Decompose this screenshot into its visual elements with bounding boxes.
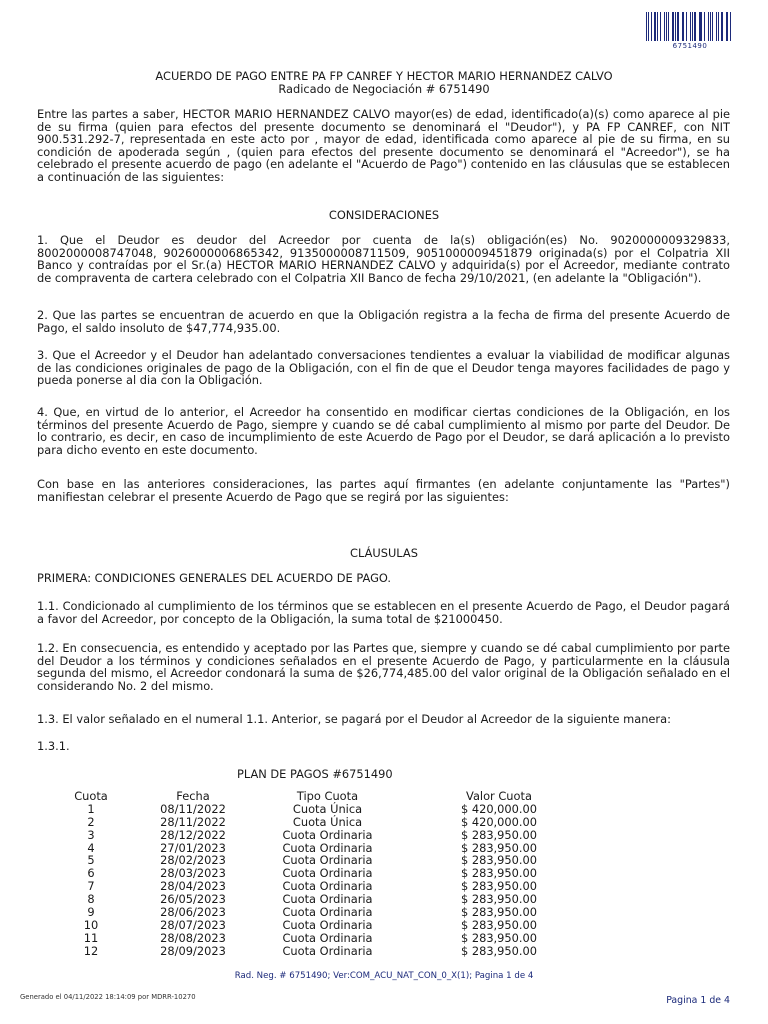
clausula-1-3-1: 1.3.1. — [37, 739, 70, 753]
cell-fecha: 27/01/2023 — [160, 840, 226, 855]
cell-cuota: 10 — [83, 917, 99, 932]
cell-cuota: 9 — [87, 905, 95, 920]
cell-tipo-cuota: Cuota Ordinaria — [282, 879, 373, 894]
cell-valor-cuota: $ 283,950.00 — [460, 892, 538, 907]
barcode-bar — [708, 12, 709, 41]
cell-fecha: 28/03/2023 — [160, 866, 226, 881]
barcode-bars — [646, 12, 734, 41]
barcode-bar — [718, 12, 719, 41]
cell-valor-cuota: $ 283,950.00 — [460, 866, 538, 881]
clausula-primera-heading: PRIMERA: CONDICIONES GENERALES DEL ACUERDO DE PAGO. — [37, 571, 392, 585]
cell-tipo-cuota: Cuota Ordinaria — [282, 892, 373, 907]
cell-tipo-cuota: Cuota Ordinaria — [282, 905, 373, 920]
intro-paragraph: Entre las partes a saber, HECTOR MARIO HERNANDEZ CALVO mayor(es) de edad, identificado(a)(s) como aparece al pie de su firma (quien para efectos del presente documento se denominará el "Deudor"), y PA FP CANREF, con NIT 900.531.292-7, representada en este acto por , mayor de edad, identificada como aparece al pie de su firma, en su condición de apoderada según , (quien para efectos del presente documento se denominará el "Acreedor"), se ha celebrado el presente acuerdo de pago (en adelante el "Acuerdo de Pago") contenido en las cláusulas que se establecen a continuación de las siguientes: — [37, 107, 730, 184]
barcode-bar — [677, 12, 679, 41]
barcode-bar — [651, 12, 652, 41]
cell-tipo-cuota: Cuota Ordinaria — [282, 827, 373, 842]
table-row — [50, 803, 570, 816]
barcode-bar — [726, 12, 727, 41]
table-row — [50, 829, 570, 842]
cell-cuota: 5 — [87, 853, 95, 868]
barcode — [646, 12, 734, 50]
barcode-bar — [700, 12, 702, 41]
cell-valor-cuota: $ 283,950.00 — [460, 930, 538, 945]
barcode-number: 6751490 — [672, 42, 708, 50]
cell-valor-cuota: $ 283,950.00 — [460, 917, 538, 932]
barcode-bar — [721, 12, 723, 41]
cell-valor-cuota: $ 283,950.00 — [460, 879, 538, 894]
barcode-bar — [704, 12, 705, 41]
barcode-bar — [668, 12, 669, 41]
barcode-bar — [672, 12, 673, 41]
header-valor-cuota: Valor Cuota — [466, 789, 532, 803]
cell-cuota: 12 — [83, 943, 99, 958]
barcode-bar — [727, 12, 728, 41]
cell-valor-cuota: $ 283,950.00 — [460, 840, 538, 855]
cell-valor-cuota: $ 420,000.00 — [460, 801, 538, 816]
cell-cuota: 3 — [87, 827, 95, 842]
cell-valor-cuota: $ 283,950.00 — [460, 827, 538, 842]
clausulas-heading: CLÁUSULAS — [350, 546, 418, 560]
header-tipo-cuota: Tipo Cuota — [296, 789, 359, 803]
cell-valor-cuota: $ 420,000.00 — [460, 814, 538, 829]
cell-tipo-cuota: Cuota Ordinaria — [282, 840, 373, 855]
cell-tipo-cuota: Cuota Ordinaria — [282, 917, 373, 932]
plan-de-pagos-title: PLAN DE PAGOS #6751490 — [237, 767, 393, 781]
footer-reference: Rad. Neg. # 6751490; Ver:COM_ACU_NAT_CON_0_X(1); Pagina 1 de 4 — [234, 971, 534, 981]
cell-fecha: 08/11/2022 — [160, 801, 226, 816]
cell-cuota: 2 — [87, 814, 95, 829]
cell-fecha: 28/12/2022 — [160, 827, 226, 842]
table-header-row — [50, 790, 570, 803]
table-row — [50, 945, 570, 958]
cell-fecha: 28/08/2023 — [160, 930, 226, 945]
barcode-bar — [710, 12, 711, 41]
cell-fecha: 26/05/2023 — [160, 892, 226, 907]
cell-cuota: 11 — [83, 930, 99, 945]
cell-fecha: 28/11/2022 — [160, 814, 226, 829]
cell-fecha: 28/04/2023 — [160, 879, 226, 894]
consideracion-1: 1. Que el Deudor es deudor del Acreedor por cuenta de la(s) obligación(es) No. 9020000009329833, 8002000008747048, 9026000006865342, 9135000008711509, 9051000009451879 originada(s) por el Colpatria XII Banco y contraídas por el Sr.(a) HECTOR MARIO HERNANDEZ CALVO y adquirida(s) por el Acreedor, mediante contrato de compraventa de cartera celebrado con el Colpatria XII Banco de fecha 29/10/2021, (en adelante la "Obligación"). — [37, 233, 730, 285]
barcode-bar — [699, 12, 700, 41]
document-title: ACUERDO DE PAGO ENTRE PA FP CANREF Y HECTOR MARIO HERNANDEZ CALVO — [155, 69, 613, 83]
table-row — [50, 919, 570, 932]
barcode-bar — [657, 12, 659, 41]
cell-tipo-cuota: Cuota Ordinaria — [282, 866, 373, 881]
header-cuota: Cuota — [74, 789, 108, 803]
cell-cuota: 8 — [87, 892, 95, 907]
consideracion-3: 3. Que el Acreedor y el Deudor han adelantado conversaciones tendientes a evaluar la viabilidad de modificar algunas de las condiciones originales de pago de la Obligación, con el fin de que el Deudor tenga mayores facilidades de pago y pueda ponerse al dia con la Obligación. — [37, 348, 730, 388]
clausula-1-2: 1.2. En consecuencia, es entendido y aceptado por las Partes que, siempre y cuando se dé cabal cumplimiento por parte del Deudor a los términos y condiciones señalados en el presente Acuerdo de Pago, y particularmente en la cláusula segunda del mismo, el Acreedor condonará la suma de $26,774,485.00 del valor original de la Obligación señalado en el considerando No. 2 del mismo. — [37, 641, 730, 693]
clausula-1-3: 1.3. El valor señalado en el numeral 1.1. Anterior, se pagará por el Deudor al Acreedor de la siguiente manera: — [37, 712, 671, 726]
barcode-bar — [694, 12, 695, 41]
clausula-1-1: 1.1. Condicionado al cumplimiento de los términos que se establecen en el presente Acuerdo de Pago, el Deudor pagará a favor del Acreedor, por concepto de la Obligación, la suma total de $21000450. — [37, 599, 730, 626]
cell-cuota: 1 — [87, 801, 95, 816]
cell-valor-cuota: $ 283,950.00 — [460, 905, 538, 920]
barcode-bar — [690, 12, 691, 41]
cell-tipo-cuota: Cuota Ordinaria — [282, 943, 373, 958]
cell-fecha: 28/07/2023 — [160, 917, 226, 932]
cell-fecha: 28/02/2023 — [160, 853, 226, 868]
barcode-bar — [716, 12, 717, 41]
cell-valor-cuota: $ 283,950.00 — [460, 943, 538, 958]
barcode-bar — [675, 12, 676, 41]
barcode-bar — [692, 12, 693, 41]
barcode-bar — [666, 12, 667, 41]
payment-plan-table — [50, 790, 570, 958]
cell-cuota: 6 — [87, 866, 95, 881]
barcode-bar — [646, 12, 647, 41]
cell-tipo-cuota: Cuota Ordinaria — [282, 930, 373, 945]
barcode-bar — [683, 12, 684, 41]
barcode-bar — [648, 12, 649, 41]
barcode-bar — [712, 12, 713, 41]
cell-cuota: 7 — [87, 879, 95, 894]
table-row — [50, 932, 570, 945]
cell-fecha: 28/06/2023 — [160, 905, 226, 920]
consideracion-4: 4. Que, en virtud de lo anterior, el Acreedor ha consentido en modificar ciertas condiciones de la Obligación, en los términos del presente Acuerdo de Pago, siempre y cuando se dé cabal cumplimiento al mismo por parte del Deudor. De lo contrario, es decir, en caso de incumplimiento de este Acuerdo de Pago por el Deudor, se dará aplicación a lo previsto para dicho evento en este documento. — [37, 405, 730, 457]
barcode-bar — [660, 12, 661, 41]
cell-tipo-cuota: Cuota Única — [292, 801, 363, 816]
footer-generated: Generado el 04/11/2022 18:14:09 por MDRR-10270 — [20, 993, 196, 1001]
footer-page-number: Pagina 1 de 4 — [666, 995, 730, 1006]
consideracion-2: 2. Que las partes se encuentran de acuerdo en que la Obligación registra a la fecha de firma del presente Acuerdo de Pago, el saldo insoluto de $47,774,935.00. — [37, 308, 730, 335]
barcode-bar — [664, 12, 665, 41]
table-row — [50, 906, 570, 919]
barcode-bar — [682, 12, 683, 41]
cell-fecha: 28/09/2023 — [160, 943, 226, 958]
cell-tipo-cuota: Cuota Ordinaria — [282, 853, 373, 868]
consideraciones-heading: CONSIDERACIONES — [328, 208, 440, 222]
table-row — [50, 816, 570, 829]
cell-tipo-cuota: Cuota Única — [292, 814, 363, 829]
cell-valor-cuota: $ 283,950.00 — [460, 853, 538, 868]
table-body — [50, 803, 570, 958]
barcode-bar — [686, 12, 687, 41]
cell-cuota: 4 — [87, 840, 95, 855]
consideraciones-conclusion: Con base en las anteriores consideraciones, las partes aquí firmantes (en adelante conjuntamente las "Partes") manifiestan celebrar el presente Acuerdo de Pago que se regirá por las siguientes: — [37, 477, 730, 504]
barcode-bar — [654, 12, 655, 41]
header-fecha: Fecha — [176, 789, 210, 803]
document-subtitle: Radicado de Negociación # 6751490 — [278, 82, 490, 96]
barcode-bar — [730, 12, 731, 41]
